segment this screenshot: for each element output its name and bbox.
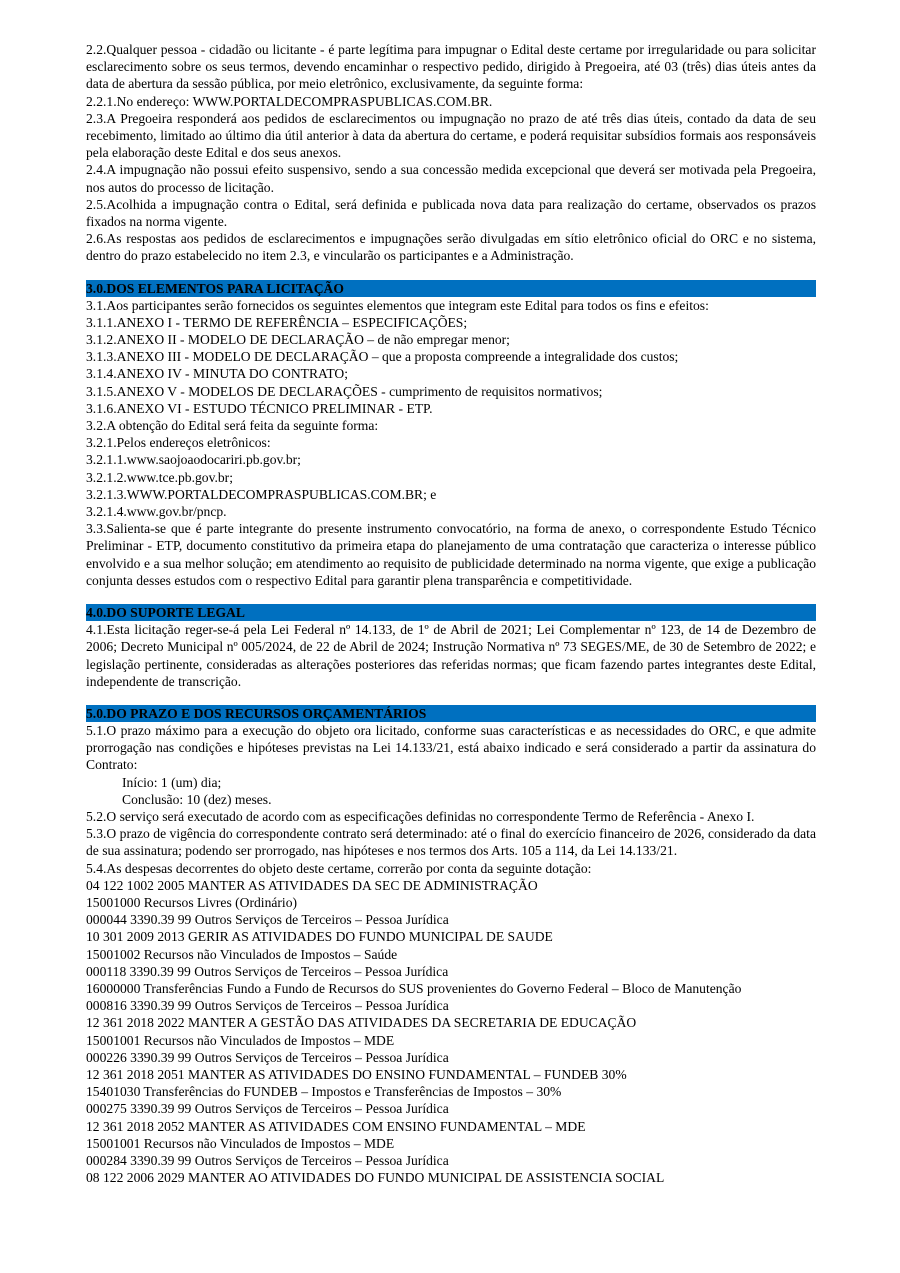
paragraph-5-1: 5.1.O prazo máximo para a execução do objeto ora licitado, conforme suas características e as necessidades do ORC, e que admite prorrogação nas condições e hipóteses previstas na Lei 14.133/21, está abaixo indicado e será considerado a partir da assinatura do Contrato: xyxy=(86,722,816,773)
paragraph-5-4: 5.4.As despesas decorrentes do objeto deste certame, correrão por conta da seguinte dotação: xyxy=(86,860,592,876)
paragraph-2-2: 2.2.Qualquer pessoa - cidadão ou licitante - é parte legítima para impugnar o Edital deste certame por irregularidade ou para solicitar esclarecimento sobre os seus termos, devendo encaminhar o respectivo pedido, dirigido à Pregoeira, até 03 (três) dias úteis antes da data de abertura da sessão pública, por meio eletrônico, exclusivamente, da seguinte forma: xyxy=(86,42,816,92)
dotacao-line: 04 122 1002 2005 MANTER AS ATIVIDADES DA SEC DE ADMINISTRAÇÃO xyxy=(86,877,538,893)
dotacao-line: 000275 3390.39 99 Outros Serviços de Terceiros – Pessoa Jurídica xyxy=(86,1101,449,1117)
line-3-2: 3.2.A obtenção do Edital será feita da seguinte forma: xyxy=(86,418,379,434)
dotacao-list xyxy=(86,877,816,1187)
document-page xyxy=(86,41,816,1186)
dotacao-line: 000226 3390.39 99 Outros Serviços de Terceiros – Pessoa Jurídica xyxy=(86,1049,449,1065)
section-3-heading: 3.0.DOS ELEMENTOS PARA LICITAÇÃO xyxy=(86,280,816,297)
dotacao-line: 15001002 Recursos não Vinculados de Impostos – Saúde xyxy=(86,946,398,962)
spacer xyxy=(86,589,816,604)
dotacao-line: 15001001 Recursos não Vinculados de Impostos – MDE xyxy=(86,1032,395,1048)
section-2-tail xyxy=(86,41,816,265)
paragraph-2-2-1: 2.2.1.No endereço: WWW.PORTALDECOMPRASPUBLICAS.COM.BR. xyxy=(86,93,493,109)
paragraph-3-3: 3.3.Salienta-se que é parte integrante do presente instrumento convocatório, na forma de anexo, o correspondente Estudo Técnico Preliminar - ETP, documento constitutivo da primeira etapa do planejamento de uma contratação que caracteriza o interesse público envolvido e a sua melhor solução; em atendimento ao requisito de publicidade determinado na norma vigente, que exige a publicação conjunta desses estudos com o respectivo Edital para garantir plena transparência e competitividade. xyxy=(86,521,816,588)
line-3-2-1-4: 3.2.1.4.www.gov.br/pncp. xyxy=(86,504,227,520)
dotacao-line: 12 361 2018 2051 MANTER AS ATIVIDADES DO ENSINO FUNDAMENTAL – FUNDEB 30% xyxy=(86,1066,627,1082)
line-3-1-4: 3.1.4.ANEXO IV - MINUTA DO CONTRATO; xyxy=(86,366,348,382)
line-3-1-5: 3.1.5.ANEXO V - MODELOS DE DECLARAÇÕES - cumprimento de requisitos normativos; xyxy=(86,383,603,399)
conclusao-line: Conclusão: 10 (dez) meses. xyxy=(122,791,272,807)
paragraph-4-1: 4.1.Esta licitação reger-se-á pela Lei Federal nº 14.133, de 1º de Abril de 2021; Lei Complementar nº 123, de 14 de Dezembro de 2006; Decreto Municipal nº 005/2024, de 22 de Abril de 2024; Instrução Normativa nº 73 SEGES/ME, de 30 de Setembro de 2022; e legislação pertinente, consideradas as alterações posteriores das referidas normas; que ficam fazendo partes integrantes deste Edital, independente de transcrição. xyxy=(86,622,816,689)
section-5 xyxy=(86,705,816,1186)
dotacao-line: 000044 3390.39 99 Outros Serviços de Terceiros – Pessoa Jurídica xyxy=(86,912,449,928)
paragraph-5-3: 5.3.O prazo de vigência do correspondente contrato será determinado: até o final do exercício financeiro de 2026, considerado da data de sua assinatura; podendo ser prorrogado, nas hipóteses e nos termos dos Arts. 105 a 114, da Lei 14.133/21. xyxy=(86,826,816,859)
dotacao-line: 12 361 2018 2022 MANTER A GESTÃO DAS ATIVIDADES DA SECRETARIA DE EDUCAÇÃO xyxy=(86,1015,637,1031)
inicio-line: Início: 1 (um) dia; xyxy=(122,774,222,790)
section-3 xyxy=(86,280,816,589)
dotacao-line: 12 361 2018 2052 MANTER AS ATIVIDADES COM ENSINO FUNDAMENTAL – MDE xyxy=(86,1118,586,1134)
line-3-1-2: 3.1.2.ANEXO II - MODELO DE DECLARAÇÃO – de não empregar menor; xyxy=(86,332,510,348)
spacer xyxy=(86,690,816,705)
dotacao-line: 000816 3390.39 99 Outros Serviços de Terceiros – Pessoa Jurídica xyxy=(86,998,449,1014)
dotacao-line: 08 122 2006 2029 MANTER AO ATIVIDADES DO FUNDO MUNICIPAL DE ASSISTENCIA SOCIAL xyxy=(86,1170,665,1186)
line-3-2-1-3: 3.2.1.3.WWW.PORTALDECOMPRASPUBLICAS.COM.BR; e xyxy=(86,486,437,502)
line-3-1-6: 3.1.6.ANEXO VI - ESTUDO TÉCNICO PRELIMINAR - ETP. xyxy=(86,400,433,416)
line-3-1: 3.1.Aos participantes serão fornecidos os seguintes elementos que integram este Edital para todos os fins e efeitos: xyxy=(86,297,709,313)
line-3-2-1-2: 3.2.1.2.www.tce.pb.gov.br; xyxy=(86,469,233,485)
spacer xyxy=(86,265,816,280)
line-3-2-1-1: 3.2.1.1.www.saojoaodocariri.pb.gov.br; xyxy=(86,452,301,468)
section-4-heading: 4.0.DO SUPORTE LEGAL xyxy=(86,604,816,621)
paragraph-5-2: 5.2.O serviço será executado de acordo com as especificações definidas no correspondente Termo de Referência - Anexo I. xyxy=(86,808,755,824)
dotacao-line: 15001001 Recursos não Vinculados de Impostos – MDE xyxy=(86,1135,395,1151)
dotacao-line: 000118 3390.39 99 Outros Serviços de Terceiros – Pessoa Jurídica xyxy=(86,963,449,979)
paragraph-2-4: 2.4.A impugnação não possui efeito suspensivo, sendo a sua concessão medida excepcional que deverá ser motivada pela Pregoeira, nos autos do processo de licitação. xyxy=(86,162,816,195)
line-3-1-1: 3.1.1.ANEXO I - TERMO DE REFERÊNCIA – ESPECIFICAÇÕES; xyxy=(86,314,468,330)
paragraph-2-3: 2.3.A Pregoeira responderá aos pedidos de esclarecimentos ou impugnação no prazo de até três dias úteis, contado da data de seu recebimento, limitado ao último dia útil anterior à data da abertura do certame, e poderá requisitar subsídios formais aos responsáveis pela elaboração deste Edital e dos seus anexos. xyxy=(86,110,816,161)
dotacao-line: 10 301 2009 2013 GERIR AS ATIVIDADES DO FUNDO MUNICIPAL DE SAUDE xyxy=(86,929,553,945)
dotacao-line: 15001000 Recursos Livres (Ordinário) xyxy=(86,894,298,910)
paragraph-2-6: 2.6.As respostas aos pedidos de esclarecimentos e impugnações serão divulgadas em sítio eletrônico oficial do ORC e no sistema, dentro do prazo estabelecido no item 2.3, e vincularão os participantes e a Administração. xyxy=(86,231,816,264)
dotacao-line: 16000000 Transferências Fundo a Fundo de Recursos do SUS provenientes do Governo Federal – Bloco de Manutenção xyxy=(86,980,742,996)
line-3-2-1: 3.2.1.Pelos endereços eletrônicos: xyxy=(86,435,271,451)
dotacao-line: 000284 3390.39 99 Outros Serviços de Terceiros – Pessoa Jurídica xyxy=(86,1152,449,1168)
section-5-heading: 5.0.DO PRAZO E DOS RECURSOS ORÇAMENTÁRIOS xyxy=(86,705,816,722)
section-4 xyxy=(86,604,816,690)
line-3-1-3: 3.1.3.ANEXO III - MODELO DE DECLARAÇÃO – que a proposta compreende a integralidade dos custos; xyxy=(86,349,679,365)
dotacao-line: 15401030 Transferências do FUNDEB – Impostos e Transferências de Impostos – 30% xyxy=(86,1084,562,1100)
paragraph-2-5: 2.5.Acolhida a impugnação contra o Edital, será definida e publicada nova data para realização do certame, observados os prazos fixados na norma vigente. xyxy=(86,196,816,230)
